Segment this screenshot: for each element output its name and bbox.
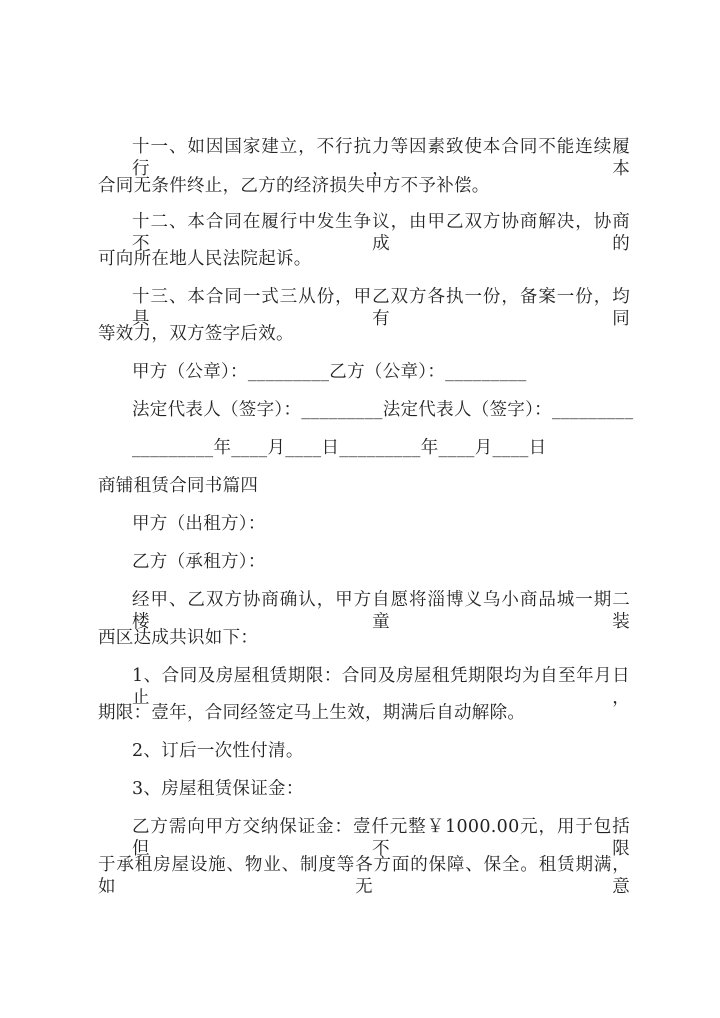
- clause-12-line-1: 十二、本合同在履行中发生争议，由甲乙双方协商解决，协商不成的: [132, 212, 630, 254]
- clause-11-line-2: 合同无条件终止，乙方的经济损失甲方不予补偿。: [98, 176, 490, 196]
- deposit-line-1: 乙方需向甲方交纳保证金：壹仟元整￥1000.00元，用于包括但不限: [132, 817, 630, 859]
- intro-line-2: 西区达成共识如下：: [98, 628, 259, 648]
- section-title: 商铺租赁合同书篇四: [98, 476, 259, 496]
- payment-line: 2、订后一次性付清。: [132, 741, 304, 761]
- clause-12-line-2: 可向所在地人民法院起诉。: [98, 249, 312, 269]
- deposit-heading: 3、房屋租赁保证金：: [132, 779, 304, 799]
- clause-13-line-2: 等效力，双方签字后效。: [98, 324, 294, 344]
- term-line-1: 1、合同及房屋租赁期限：合同及房屋租凭期限均为自至年月日止，: [132, 666, 630, 708]
- term-line-2: 期限：壹年，合同经签定马上生效，期满后自动解除。: [98, 703, 526, 723]
- clause-13-line-1: 十三、本合同一式三从份，甲乙双方各执一份，备案一份，均具有同: [132, 287, 630, 329]
- seal-signature-line: 甲方（公章）：_________乙方（公章）：_________: [132, 362, 527, 382]
- party-b-line: 乙方（承租方）：: [132, 552, 266, 572]
- party-a-line: 甲方（出租方）：: [132, 514, 266, 534]
- deposit-line-2: 于承租房屋设施、物业、制度等各方面的保障、保全。租赁期满，如无意: [98, 855, 630, 897]
- date-line: _________年____月____日_________年____月____日: [132, 438, 547, 458]
- clause-11-line-1: 十一、如因国家建立，不行抗力等因素致使本合同不能连续履行，本: [132, 137, 630, 179]
- intro-line-1: 经甲、乙双方协商确认，甲方自愿将淄博义乌小商品城一期二楼童装: [132, 590, 630, 632]
- representative-signature-line: 法定代表人（签字）：_________法定代表人（签字）：_________: [132, 400, 634, 420]
